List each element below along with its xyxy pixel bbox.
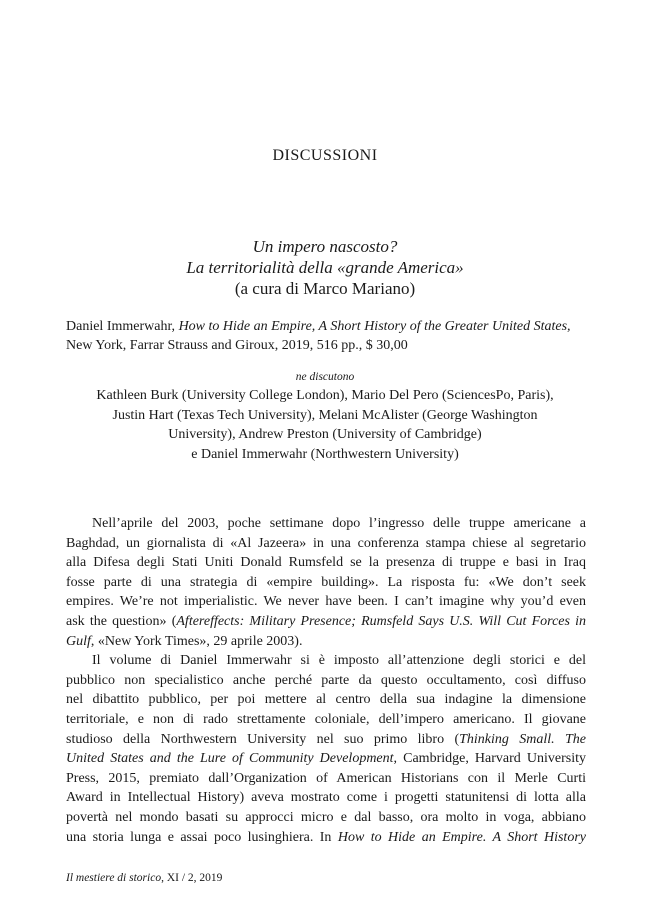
body-line: Baghdad, un giornalista di «Al Jazeera» in una conferenza stampa chiese al segretario	[66, 535, 586, 551]
journal-issue: , XI / 2, 2019	[161, 872, 223, 884]
book-citation	[66, 317, 596, 355]
discussants-label: ne discutono	[295, 371, 355, 383]
body-line: territoriale, e non di rado strettamente coloniale, dell’impero americano. Il giovane	[66, 711, 586, 727]
body-line: fosse parte di una strategia di «empire building». La risposta fu: «We don’t seek	[66, 574, 586, 590]
body-line: Award in Intellectual History) aveva mostrato come i progetti statunitensi di lotta alla	[66, 790, 586, 806]
body-line: Nell’aprile del 2003, poche settimane dopo l’ingresso delle truppe americane a	[92, 516, 586, 531]
page-footer	[66, 872, 222, 884]
article-body	[66, 514, 586, 847]
body-text-run: , «New York Times», 29 aprile 2003).	[90, 633, 303, 649]
participants-list	[0, 386, 650, 464]
article-reference-title: Aftereffects: Military Presence; Rumsfeld Says U.S. Will Cut Forces in	[176, 613, 586, 629]
curator-line: (a cura di Marco Mariano)	[234, 279, 416, 298]
participants-line: e Daniel Immerwahr (Northwestern University)	[191, 446, 459, 462]
participants-line: Kathleen Burk (University College London), Mario Del Pero (SciencesPo, Paris),	[96, 388, 554, 403]
book-title-ref: Thinking Small. The	[459, 731, 586, 747]
citation-author: Daniel Immerwahr,	[66, 319, 179, 334]
body-line	[66, 612, 586, 632]
citation-book-title: How to Hide an Empire, A Short History of the Greater United States,	[178, 319, 571, 334]
article-title: Un impero nascosto?	[252, 237, 398, 256]
body-text-run: una storia lunga e assai poco lusinghiera. In	[66, 829, 338, 845]
citation-publication: New York, Farrar Strauss and Giroux, 2019, 516 pp., $ 30,00	[66, 338, 408, 353]
body-line: Il volume di Daniel Immerwahr si è imposto all’attenzione degli storici e del	[92, 653, 586, 669]
body-line: empires. We’re not imperialistic. We never have been. I can’t imagine why you’d even	[66, 594, 586, 610]
participants-line: University), Andrew Preston (University of Cambridge)	[168, 427, 482, 442]
article-title-block	[0, 236, 650, 299]
body-line: Press, 2015, premiato dall’Organization of American Historians con il Merle Curti	[66, 770, 586, 786]
body-line: nel dibattito pubblico, per poi mettere al centro della sua indagine la dimensione	[66, 692, 586, 708]
body-text-run: ask the question» (	[66, 613, 177, 629]
body-line: pubblico non specialistico anche perché parte da questo occultamento, così diffuso	[66, 672, 586, 688]
body-text-run: , Cambridge, Harvard University	[393, 751, 586, 767]
article-subtitle: La territorialità della «grande America»	[186, 258, 464, 277]
book-title-ref: How to Hide an Empire. A Short History	[337, 829, 586, 845]
body-line	[66, 749, 586, 769]
body-text-run: studioso della Northwestern University nel suo primo libro (	[66, 731, 460, 747]
body-line: alla Difesa degli Stati Uniti Donald Rumsfeld se la presenza di truppe e basi in Iraq	[66, 555, 586, 571]
body-line	[66, 632, 586, 652]
body-line	[66, 730, 586, 750]
body-line: povertà nel mondo basati su approcci micro e dal basso, ora molto in voga, abbiano	[66, 809, 586, 825]
article-reference-title-end: Gulf	[66, 633, 91, 649]
body-line	[66, 828, 586, 848]
participants-line: Justin Hart (Texas Tech University), Melani McAlister (George Washington	[112, 407, 538, 423]
book-title-ref-cont: United States and the Lure of Community Development	[66, 751, 394, 767]
journal-name: Il mestiere di storico	[66, 872, 162, 884]
section-title: DISCUSSIONI	[272, 147, 378, 164]
citation-line-1	[66, 317, 596, 336]
